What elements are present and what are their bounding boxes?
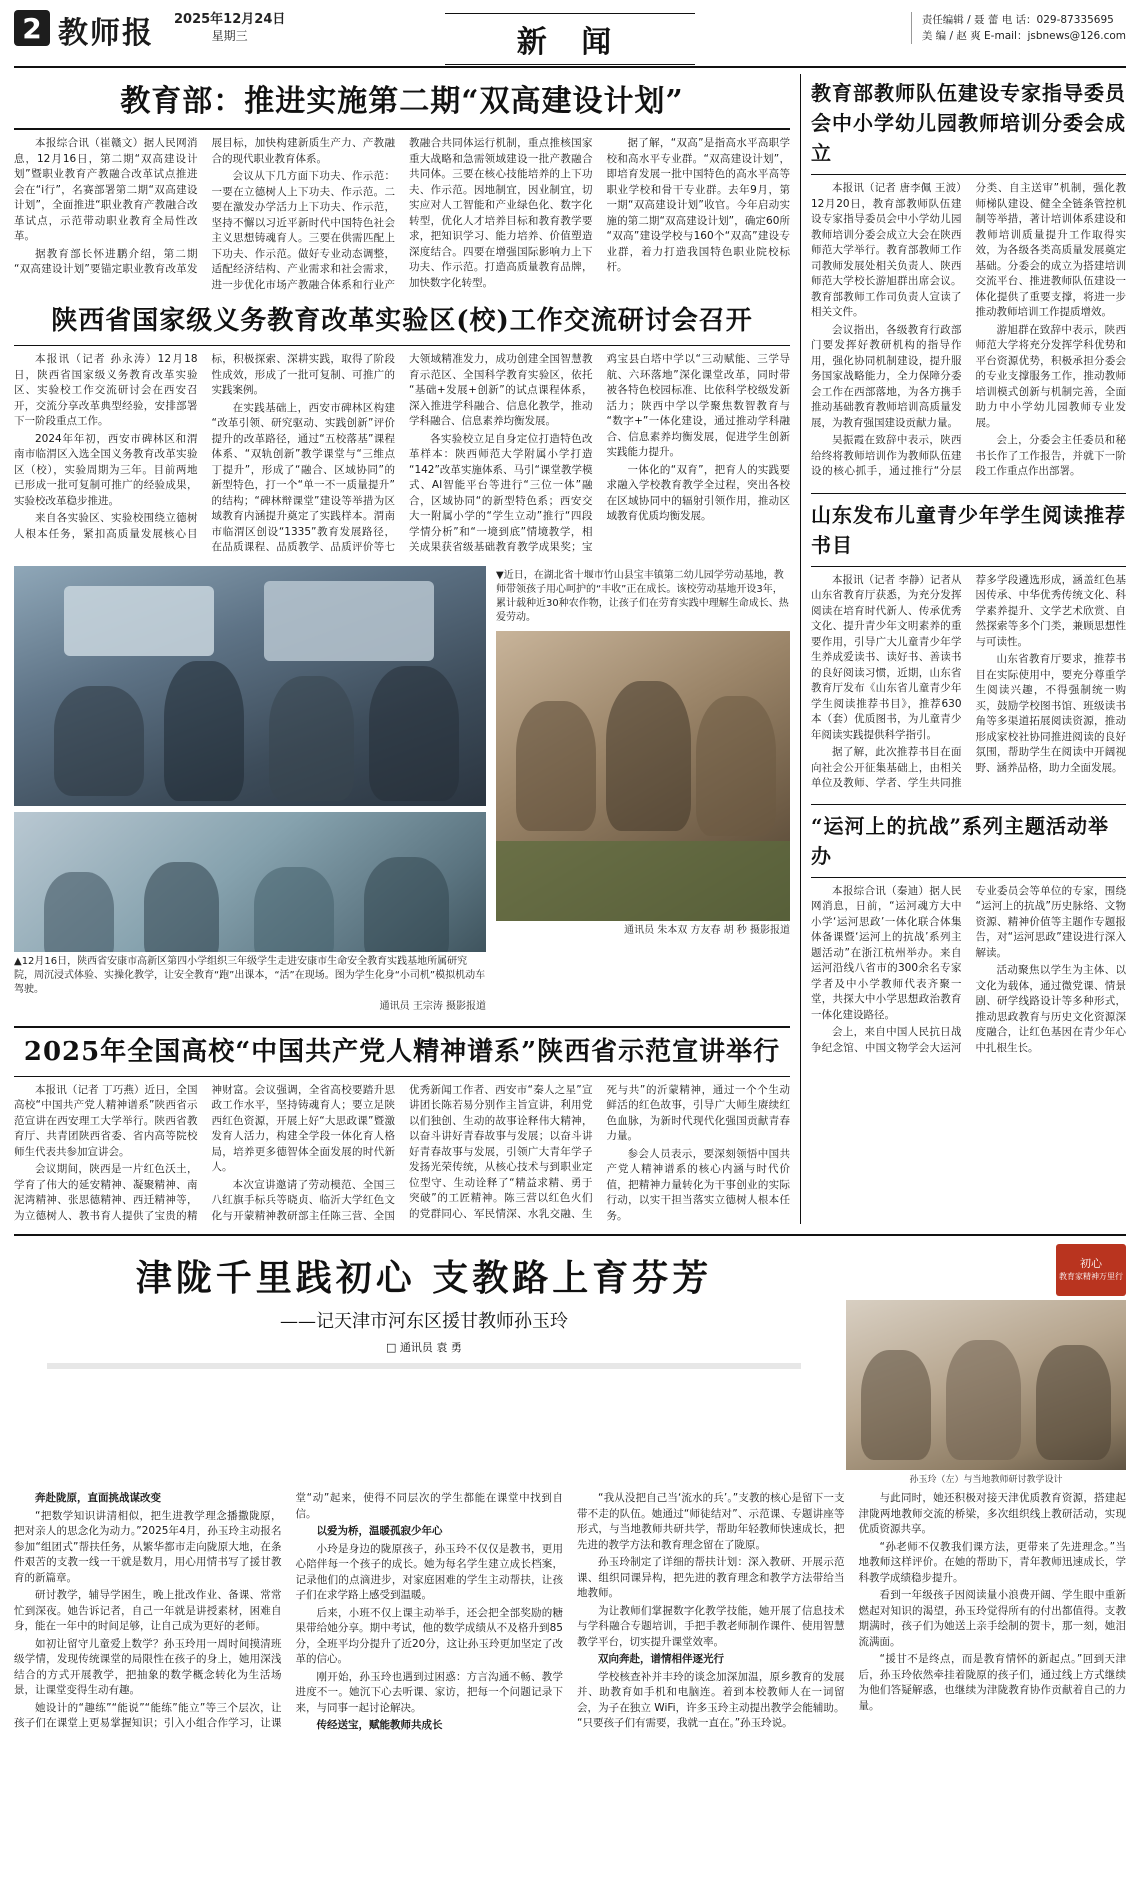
- article-shaanxi-experiment: [14, 303, 790, 556]
- photo-2-caption: ▼近日，在湖北省十堰市竹山县宝丰镇第二幼儿园学劳动基地，教师带领孩子用心呵护的“丰收”正在成长。该校劳动基地开设3年，累计载种近30种农作物，让孩子们在劳育实践中理解生命成长、热爱劳动。: [496, 569, 789, 623]
- feature-divider: [47, 1363, 801, 1369]
- right-article-2-p3: 山东省教育厅要求，推荐书目在实际使用中，要充分尊重学生阅读兴趣，不得强制统一购买，鼓励学校图书馆、班级读书角等多渠道拓展阅读资源，推动形成家校社协同推进阅读的良好氛围，帮助学生在阅读中开阔视野、涵养品格，助力全面发展。: [975, 653, 1126, 774]
- right-article-2-headline: 山东发布儿童青少年学生阅读推荐书目: [811, 502, 1126, 557]
- feature-byline: □ 通讯员 袁 勇: [386, 1341, 462, 1354]
- date-line-1: 2025年12月24日: [174, 12, 286, 27]
- article-2-rule: [14, 345, 790, 346]
- feature-photo-wrap: [846, 1244, 1126, 1485]
- article-1-p3: 会议从下几方面下功夫、作示范：一要在立德树人上下功夫、作示范。二要在激发办学活力上下功夫、作示范，坚持不懈以习近平新时代中国特色社会主义思想铸魂育人。三要在供需匹配上下功夫、作示范。做好专业动态调整，适配经济结构、产业需求和社会需求，进一步优化市场产教融合体系和行业产教融合共同体运行机制，重点推核国家重大战略和急需领域建设一批产教融合共同体。三要在核心技能培养的上下功夫、作示范。因地制宜，因业制宜，切实应对人工智能和产业绿色化、数字化转型，优化人才培养目标和教育教学要求，把知识学习、能力培养、价值塑造深度结合。四要在增强国际影响力上下功夫、作示范。打造高质量教育品牌，加快数字化转型。: [211, 137, 593, 291]
- right-article-2-rule-top: [811, 493, 1126, 494]
- photo-kindergarten-garden: [496, 631, 790, 921]
- right-article-2-p2: 据了解，此次推荐书目在面向社会公开征集基础上，由相关单位及教师、学者、学生共同推荐多学段遴选形成，涵盖红色基因传承、中华优秀传统文化、科学素养提升、文学艺术欣赏、自然探索等多个门类，兼顾思想性与可读性。: [811, 573, 1126, 789]
- section-rule-top: [445, 13, 695, 14]
- page-number: 2: [14, 10, 50, 46]
- right-article-3-rule: [811, 877, 1126, 878]
- contact-line-2: 美 编 / 赵 爽 E-mail：jsbnews@126.com: [921, 30, 1126, 42]
- right-article-2-body: [811, 573, 1126, 792]
- article-3-p2: 会议期间，陕西是一片红色沃土，学育了伟大的延安精神、凝聚精神、南泥湾精神、张思德精神、西迁精神等，为立德树人、教书育人提供了宝贵的精神财富。会议强调，全省高校要踏升思政工作水平，坚持铸魂育人；要立足陕西红色资源，开展上好“大思政课”暨激发育人活力，构建全学段一体化育人格局，培养更多德智体全面发展的时代新人。: [14, 1083, 395, 1222]
- article-3-headline: 2025年全国高校“中国共产党人精神谱系”陕西省示范宣讲举行: [23, 1036, 781, 1067]
- right-article-1-headline: 教育部教师队伍建设专家指导委员会中小学幼儿园教师培训分委会成立: [811, 81, 1126, 165]
- contact-block: [911, 12, 1126, 44]
- article-2-p1: 本报讯（记者 孙永涛）12月18日，陕西省国家级义务教育改革实验区、实验校工作交流研讨会在西安召开，交流分享改革典型经验，安排部署下一阶段重点工作。: [14, 353, 198, 427]
- article-1-p4: 据了解，“双高”是指高水平高职学校和高水平专业群。“双高建设计划”，即培育发展一批中国特色的高水平高等职业学校和骨干专业群。去年9月，第一期“双高建设计划”收官。今年启动实施的第二期“双高建设计划”，确定60所“双高”建设学校与160个“双高”建设专业群，着力打造我国特色职业院校标杆。: [606, 137, 790, 273]
- contact-line-1: 责任编辑 / 聂 蕾 电 话：029-87335695: [921, 14, 1114, 26]
- article-2-p6: 一体化的“双育”，把育人的实践要求融入学校教育教学全过程，突出各校在区域协同中的辐射引领作用，推动区域教育优质均衡发展。: [606, 463, 790, 522]
- right-article-3-p2: 会上，来自中国人民抗日战争纪念馆、中国文物学会大运河专业委员会等单位的专家，围绕“运河上的抗战”历史脉络、文物资源、精神价值等主题作专题报告，对“运河思政”建设进行深入解读。: [811, 884, 1126, 1054]
- paper-name: 教师报: [58, 16, 154, 51]
- feature-p10: 看到一年级孩子因阅读量小浪费开阔、学生眼中重新燃起对知识的渴望，孙玉玲觉得所有的付出都值得。支教期满时，孩子们为她送上亲手绘制的贺卡，那一刻，她泪流满面。: [858, 1589, 1126, 1648]
- right-article-3-p3: 活动聚焦以学生为主体、以文化为载体，通过微党课、情景剧、研学线路设计等多种形式，推动思政教育与历史文化资源深度融合，让红色基因在青少年心中扎根生长。: [975, 964, 1126, 1054]
- right-article-1-p3: 吴振霞在致辞中表示，陕西给终将教师培训作为教师队伍建设的核心抓手，通过推行“分层分类、自主送审”机制，强化教师梯队建设、健全全链条管控机制等举措，著计培训体系建设和教师培训质量提升工作取得实效，为各级各类高质量发展奠定基础。分委会的成立为搭建培训交流平台、推进教师队伍建设一体化提供了重要支撑，将进一步推动教师培训工作提质增效。: [811, 182, 1126, 477]
- right-article-3-p1: 本报综合讯（秦迪）据人民网消息，日前，“运河魂方大中小学‘运河思政’一体化联合体集体备课暨‘运河上的抗战’系列主题活动”在浙江杭州举办。来自运河沿线八省市的300余名专家学者及中小学教师代表齐聚一堂，共探大中小学思想政治教育一体化建设路径。: [811, 884, 962, 1021]
- feature-title-block: [14, 1244, 834, 1485]
- photo-1-art: [14, 566, 486, 806]
- right-article-1-p4: 游旭群在致辞中表示，陕西师范大学将充分发挥学科优势和平台资源优势，积极承担分委会的专业支撑服务工作，推动教师培训模式创新与机制完善，全面助力中小学幼儿园教师专业发展。: [975, 323, 1126, 429]
- feature-photo: [846, 1300, 1126, 1470]
- feature-subtitle: ——记天津市河东区援甘教师孙玉玲: [280, 1311, 568, 1332]
- photo-classroom-lower: [14, 812, 486, 952]
- article-shandong-reading-list: [811, 493, 1126, 792]
- feature-section-1-text: “把数学知识讲清相似，把生进教学理念播撒陇原，把对亲人的思念化为动力。”2025年4月，孙玉玲主动报名参加“组团式”帮扶任务，从繁华都市走向陇原大地，在条件艰苦的支教一线一干就是数月，用心用情书写了援甘教育的新篇章。: [14, 1509, 282, 1584]
- article-1-rule: [14, 128, 790, 130]
- feature-section-3-heading: 传经送宝，赋能教师共成长: [316, 1719, 443, 1731]
- section-title: 新 闻: [516, 25, 624, 60]
- photo-block: [14, 566, 790, 1014]
- feature-photo-caption: 孙玉玲（左）与当地教师研讨教学设计: [909, 1475, 1063, 1485]
- article-3-p4: 参会人员表示，要深刻领悟中国共产党人精神谱系的核心内涵与时代价值，把精神力量转化为干事创业的实际行动，以实干担当落实立德树人根本任务。: [606, 1147, 790, 1222]
- article-2-p4: 在实践基础上，西安市碑林区构建“改革引领、研究驱动、实践创新”评价提升的改革路径，通过“五校落基”课程体系、“双轨创新”教学课堂与“三维点丁提升”，形成了“融合、区域协同”的新型特色，打一个“单一不一质量提升”的结构；“碑林辩课堂”建设等举措为区域教育内涵提升奠定了实践样本。渭南市临渭区创设“1335”教育发展路径，在品质课程、品质教学、品质评价等七大领域精准发力，成功创建全国智慧教育示范区、全国科学教育实验区，依托“基础+发展+创新”的试点课程体系，深入推进学科融合、信息化教学，推动学科融合、信息素养均衡发展。: [211, 353, 593, 553]
- feature-section-1-heading: 奔赴陇原，直面挑战谋改变: [35, 1492, 161, 1504]
- feature-section-4-heading: 双向奔赴，谱情相伴逐光行: [598, 1653, 724, 1665]
- photo-1-wrap: [14, 566, 486, 1014]
- right-article-1-p5: 会上，分委会主任委员和秘书长作了工作报告，并就下一阶段工作重点作出部署。: [975, 434, 1126, 477]
- feature-p6: 孙玉玲制定了详细的帮扶计划：深入教研、开展示范课、组织同课异构，把先进的教育理念和教学方法带给当地教师。: [577, 1556, 845, 1599]
- right-article-1-rule: [811, 174, 1126, 175]
- right-article-1-body: [811, 181, 1126, 481]
- feature-top: [14, 1244, 1126, 1485]
- article-3-p1: 本报讯（记者 丁巧燕）近日，全国高校“中国共产党人精神谱系”陕西省示范宣讲在西安理工大学举行。陕西省教育厅、共青团陕西省委、省内高等院校师生代表共参加宣讲会。: [14, 1083, 198, 1158]
- article-1-body: [14, 136, 790, 293]
- right-article-2-p1: 本报讯（记者 李静）记者从山东省教育厅获悉，为充分发挥阅读在培育时代新人、传承优秀文化、提升青少年文明素养的重要作用，引导广大儿童青少年学生养成爱读书、读好书、善读书的良好阅读习惯，近期，山东省教育厅发布《山东省儿童青少年学生阅读推荐书目》，推荐630本（套）优质图书，为儿童青少年阅读实践提供科学指引。: [811, 573, 962, 741]
- feature-p11: “援甘不是终点，而是教育情怀的新起点。”回到天津后，孙玉玲依然牵挂着陇原的孩子们，通过线上方式继续为他们答疑解惑，也继续为津陇教育协作贡献着自己的力量。: [858, 1653, 1126, 1712]
- article-3-p3: 本次宣讲邀请了劳动模范、全国三八红旗手标兵等晓贞、临沂大学红色文化与开蒙精神教研部主任陈三营、全国优秀新闻工作者、西安市“秦人之星”宣讲团长陈若易分别作主旨宣讲，利用党以们独创、生动的故事诠释伟大精神，以奋斗讲好青春故事与发展；以奋斗讲好青春故事与发展，引领广大青年学子发扬光荣传统，从核心技术与到职业定位型守、生动诠释了“精益求精、勇于突破”的工匠精神。陈三营以红色火们的党群同心、军民情深、水乳交融、生死与共”的沂蒙精神，通过一个个生动鲜活的红色故事，引导广大师生赓续红色血脉，为新时代现代化强国贡献青春力量。: [211, 1083, 790, 1222]
- page-body: [14, 74, 1126, 1224]
- feature-section-3-text: “我从没把自己当‘流水的兵’。”支教的核心是留下一支带不走的队伍。她通过“师徒结对”、示范课、专题讲座等形式，与当地教师共研共学，帮助年轻教师快速成长，把先进的教学方法和教育理念留在了陇原。: [577, 1492, 845, 1551]
- feature-title: 津陇千里践初心 支教路上育芬芳: [135, 1257, 713, 1299]
- photo-2-wrap: [496, 566, 790, 1014]
- photo-1b-art: [14, 812, 486, 952]
- right-article-2-rule: [811, 566, 1126, 567]
- article-2-p3: 来自各实验区、实验校围绕立德树人根本任务，紧扣高质量发展核心目标，积极探索、深耕实践，取得了阶段性成效，形成了一批可复制、可推广的实践案例。: [14, 353, 395, 540]
- feature-p5: 刚开始，孙玉玲也遇到过困惑：方言沟通不畅、教学进度不一。她沉下心去听课、家访，把每一个问题记录下来，与同事一起讨论解决。: [295, 1670, 563, 1714]
- feature-section-2-heading: 以爱为桥，温暖孤寂少年心: [316, 1525, 443, 1537]
- feature-badge-line-2: 教育家精神万里行: [1059, 1272, 1123, 1281]
- article-1-p2: 据教育部长怀进鹏介绍，第二期“双高建设计划”要锚定职业教育改革发展目标，加快构建新质生产力、产教融合的现代职业教育体系。: [14, 137, 395, 275]
- article-1-headline: 教育部：推进实施第二期“双高建设计划”: [120, 84, 684, 119]
- feature-p8: 与此同时，她还积极对接天津优质教育资源，搭建起津陇两地教师交流的桥梁，多次组织线上教研活动，实现优质资源共享。: [858, 1492, 1126, 1535]
- feature-p1: 研讨教学，辅导学困生，晚上批改作业、备课、常常忙到深夜。她告诉记者，自己一年就是讲授素材，困难自身，能在一年中的时间足够，让自己成为更好的老师。: [14, 1589, 282, 1632]
- photo-driving-simulator: [14, 566, 486, 806]
- section-rule-bottom: [445, 64, 695, 65]
- article-cpc-spirit-lecture: [14, 1026, 790, 1225]
- right-article-1-p2: 会议指出，各级教育行政部门要发挥好教研机构的指导作用，强化协同机制建设，提升服务国家战略能力，全力保障分委会工作在西部落地，为各方携手推动基础教育教师培训高质量发展，为教育强国建设贡献力量。: [811, 323, 962, 429]
- article-2-p2: 2024年年初，西安市碑林区和渭南市临渭区入选全国义务教育改革实验区（校），实验周期为三年。目前两地已形成一批可复制可推广的经验成果，实验校改革稳步推进。: [14, 432, 198, 507]
- feature-body: [14, 1491, 1126, 1734]
- article-3-body: [14, 1083, 790, 1225]
- article-canal-resistance-events: [811, 804, 1126, 1058]
- feature-p4: 后来，小班不仅上课主动举手，还会把全部奖励的糖果带给她分享。期中考试，他的数学成绩从不及格升到85分，全班平均分提升了近20分，这让孙玉玲更加坚定了改革的信心。: [295, 1606, 563, 1665]
- section-title-block: [445, 10, 695, 68]
- article-2-p5: 各实验校立足自身定位打造特色改革样本：陕西师范大学附属小学打造“142”改革实施体系、马引“课堂教学模式、AI智能平台等进行“三位一体”融合，区域协同“的新型特色系；西安交大一附属小学的“学生立动”推行“四段学情分析”和“一境到底”情境教学，相关成果获省级基础教育教学成果奖；宝鸡宝县白塔中学以“三动赋能、三学导航、六环落地”深化课堂改革，同时带被各特色校园标准、比依科学校级发新活力；陕西中学以学聚焦数智教育与“数字+”一体化建设，通过推动学科融合、信息素养均衡发展，促进学生创新实践能力提升。: [409, 353, 790, 553]
- feature-p9: “孙老师不仅教我们课方法，更带来了先进理念。”当地教师这样评价。在她的帮助下，青年教师迅速成长，学科教学成绩稳步提升。: [858, 1540, 1126, 1584]
- article-3-rule-top: [14, 1026, 790, 1028]
- right-article-3-headline: “运河上的抗战”系列主题活动举办: [811, 813, 1110, 868]
- photo-1-credit: 通讯员 王宗涛 摄影报道: [379, 1000, 486, 1012]
- feature-p7: 为让教师们掌握数字化教学技能，她开展了信息技术与学科融合专题培训，手把手教老师制作课件、使用智慧教学平台，切实提升课堂效率。: [577, 1604, 845, 1648]
- masthead: [14, 8, 1126, 68]
- article-2-body: [14, 352, 790, 556]
- right-column: [800, 74, 1126, 1224]
- feature-badge-line-1: 初心: [1080, 1257, 1102, 1270]
- right-article-3-body: [811, 884, 1126, 1058]
- photo-1-caption: ▲12月16日，陕西省安康市高新区第四小学组织三年级学生走进安康市生命安全教育实践基地所属研究院，周沉浸式体验、实操化教学，让安全教育“跑”出课本，“活”在现场。图为学生化身“小司机”模拟机动车驾驶。: [14, 955, 486, 995]
- date-line-2: 星期三: [211, 29, 248, 43]
- article-moe-double-high: [14, 82, 790, 293]
- feature-p2: 如初让留守儿童爱上数学？孙玉玲用一周时间摸清班级学情，发现传统课堂的局限性在孩子的身上，她用深浅结合的方式开展教学，把抽象的数学概念转化为生活场景，让课堂变得生动有趣。: [14, 1637, 282, 1696]
- date-block: [174, 12, 285, 44]
- photo-2-art: [496, 631, 790, 921]
- article-teacher-training-committee: [811, 78, 1126, 481]
- article-1-p1: 本报综合讯（崔赣文）据人民网消息，12月16日，第二期“双高建设计划”暨职业教育产教融合改革试点推进会在“i行”，名赛部署第二期“双高建设计划”，全面推进“职业教育产教融合改革试点，示范带动职业教育全局性改革。: [14, 137, 198, 242]
- feature-section-2-text: 小玲是身边的陇原孩子，孙玉玲不仅仅是教书，更用心陪伴每一个孩子的成长。她为每名学生建立成长档案，记录他们的点滴进步，对家庭困难的学生主动帮扶，让孩子们在求学路上感受到温暖。: [295, 1542, 563, 1601]
- article-2-headline: 陕西省国家级义务教育改革实验区(校)工作交流研讨会召开: [51, 306, 753, 336]
- right-article-1-p1: 本报讯（记者 唐李佩 王波）12月20日，教育部教师队伍建设专家指导委员会中小学幼儿园教师培训分委会成立大会在陕西师范大学举行。教育部教师工作司教师发展处相关负责人、陕西师范大学校长游旭群出席会议。教育部教师工作司负责人宣读了相关文件。: [811, 182, 962, 318]
- photo-2-credit: 通讯员 朱本双 方友春 胡 秒 摄影报道: [624, 924, 790, 936]
- feature-article: [14, 1234, 1126, 1734]
- feature-section-4-text: 学校核查补并丰玲的谈念加深加温，原乡教育的发展并、助教育如手机和电脑连。着到本校教师人在一词留会，为子在独立 WiFi，许多玉玲主动提出教学会能辅助。“只要孩子们有需要，我就一直在。”孙玉玲说。: [577, 1670, 845, 1729]
- left-column: [14, 74, 790, 1224]
- feature-badge: [1056, 1244, 1126, 1296]
- main-columns: [14, 74, 1126, 1224]
- feature-photo-art: [846, 1300, 1126, 1470]
- right-article-3-rule-top: [811, 804, 1126, 805]
- feature-p3: 她设计的“趣练”“能说”“能练”能立”等三个层次，让孩子们在课堂上更易掌握知识；引入小组合作学习，让课堂“动”起来，使得不同层次的学生都能在课堂中找到自信。: [14, 1492, 563, 1729]
- article-3-rule: [14, 1076, 790, 1077]
